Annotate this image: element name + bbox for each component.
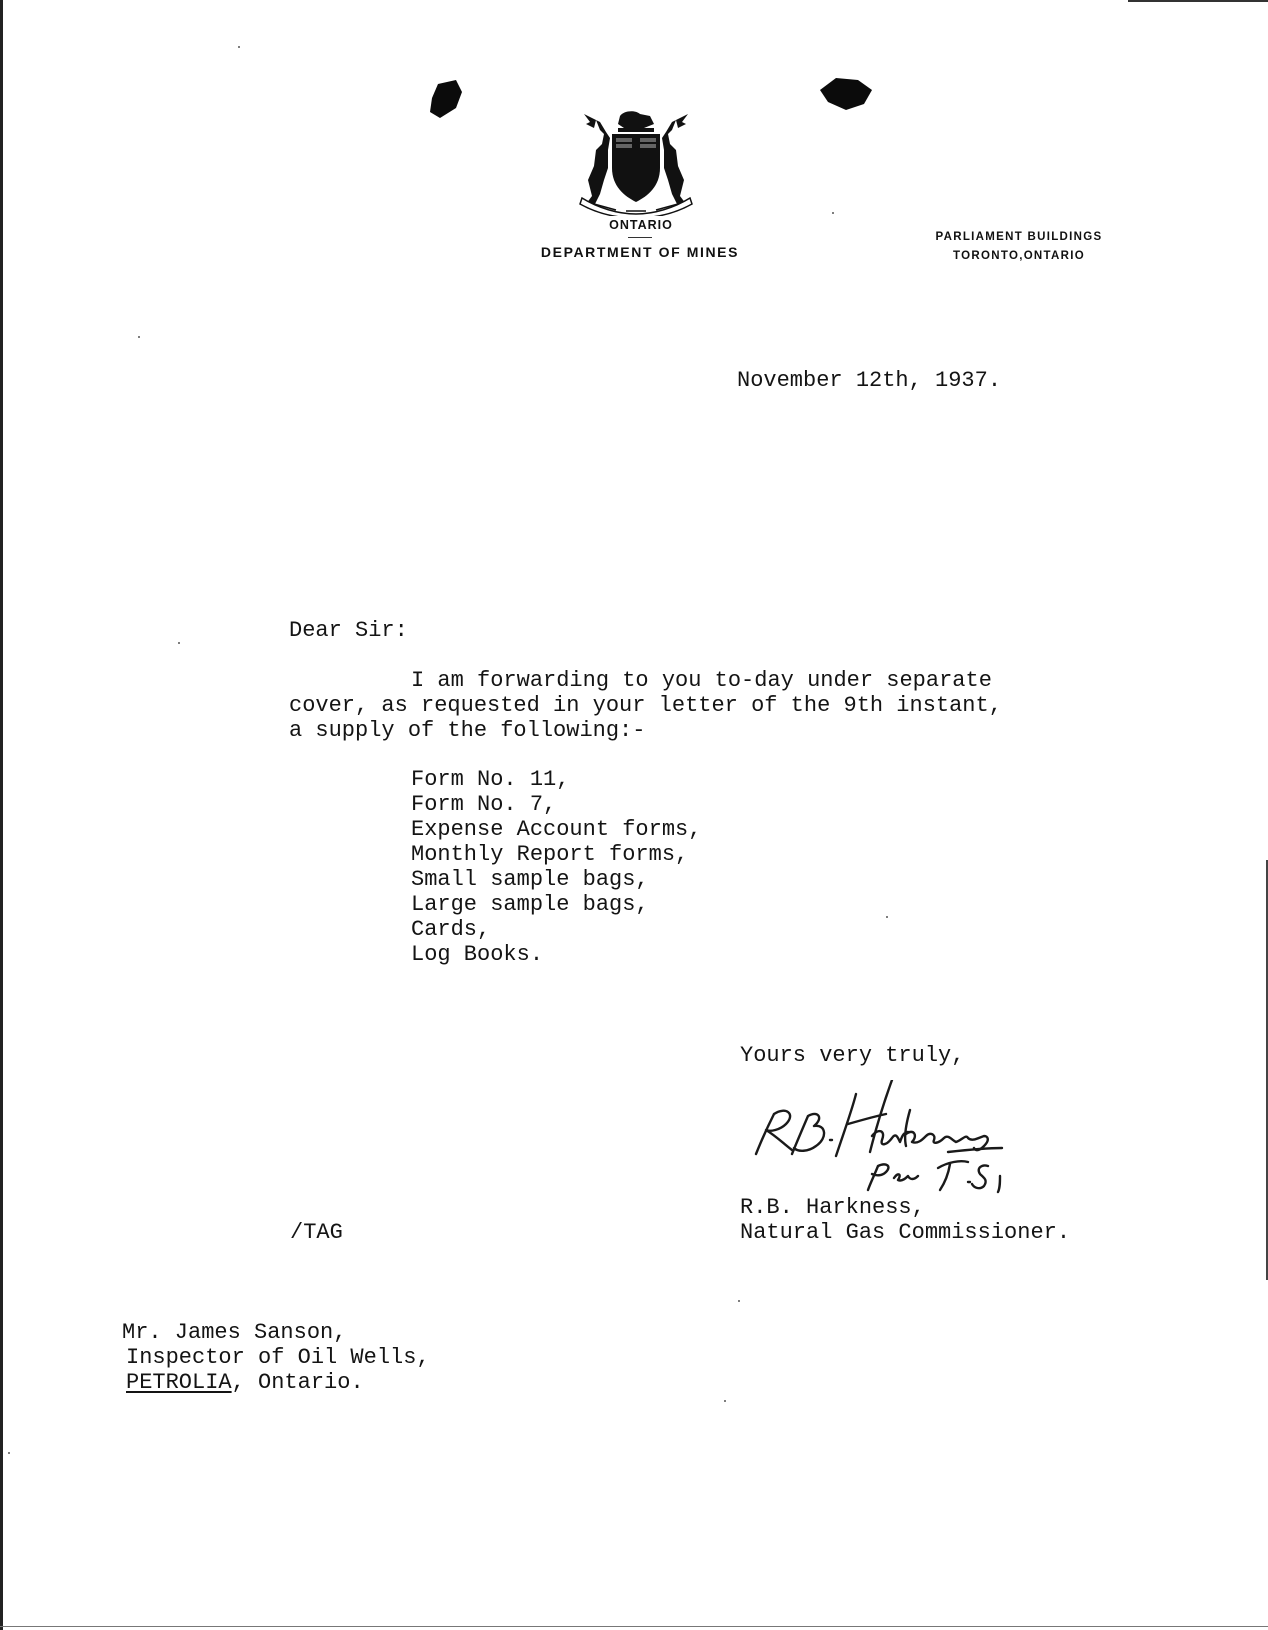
scan-speck [138,336,140,338]
scan-speck [724,1400,726,1402]
letterhead-divider [628,237,652,238]
recipient-city: PETROLIA [126,1370,232,1395]
letterhead-address-line-1: PARLIAMENT BUILDINGS [935,231,1103,243]
list-item: Small sample bags, [411,867,649,892]
scan-speck [832,212,834,214]
list-item: Cards, [411,917,491,942]
recipient-name: Mr. James Sanson, [122,1320,347,1345]
letterhead-address-line-2: TORONTO,ONTARIO [953,250,1085,262]
letterhead-province: ONTARIO [609,218,673,232]
salutation: Dear Sir: [289,618,408,643]
body-line: cover, as requested in your letter of the 9th instant, [289,693,1002,718]
scan-speck [886,916,888,918]
letterhead-department: DEPARTMENT OF MINES [540,244,740,260]
recipient-location [126,1370,364,1395]
scan-speck [738,1300,740,1302]
list-item: Monthly Report forms, [411,842,689,867]
signer-title: Natural Gas Commissioner. [740,1220,1071,1245]
list-item: Form No. 7, [411,792,557,817]
handwritten-signature-icon [752,1080,1022,1195]
recipient-province: , Ontario. [231,1370,364,1395]
coat-of-arms-icon [574,110,698,216]
punch-hole-icon [426,76,466,120]
supply-items-list [411,767,701,967]
punch-hole-icon [818,74,876,114]
body-line: a supply of the following:- [289,718,646,743]
letter-date: November 12th, 1937. [737,368,1002,393]
scan-speck [238,46,240,48]
scan-edge-top [1128,0,1268,2]
list-item: Log Books. [411,942,544,967]
list-item: Large sample bags, [411,892,649,917]
scan-edge-bottom [0,1626,1268,1627]
reference-initials: /TAG [290,1220,343,1245]
signer-name: R.B. Harkness, [740,1195,925,1220]
body-line: I am forwarding to you to-day under separate [411,668,992,693]
recipient-title: Inspector of Oil Wells, [126,1345,430,1370]
scan-speck [178,642,180,644]
scan-edge-left [0,0,3,1630]
list-item: Form No. 11, [411,767,570,792]
closing: Yours very truly, [740,1043,965,1068]
list-item: Expense Account forms, [411,817,702,842]
scan-speck [8,1452,10,1454]
